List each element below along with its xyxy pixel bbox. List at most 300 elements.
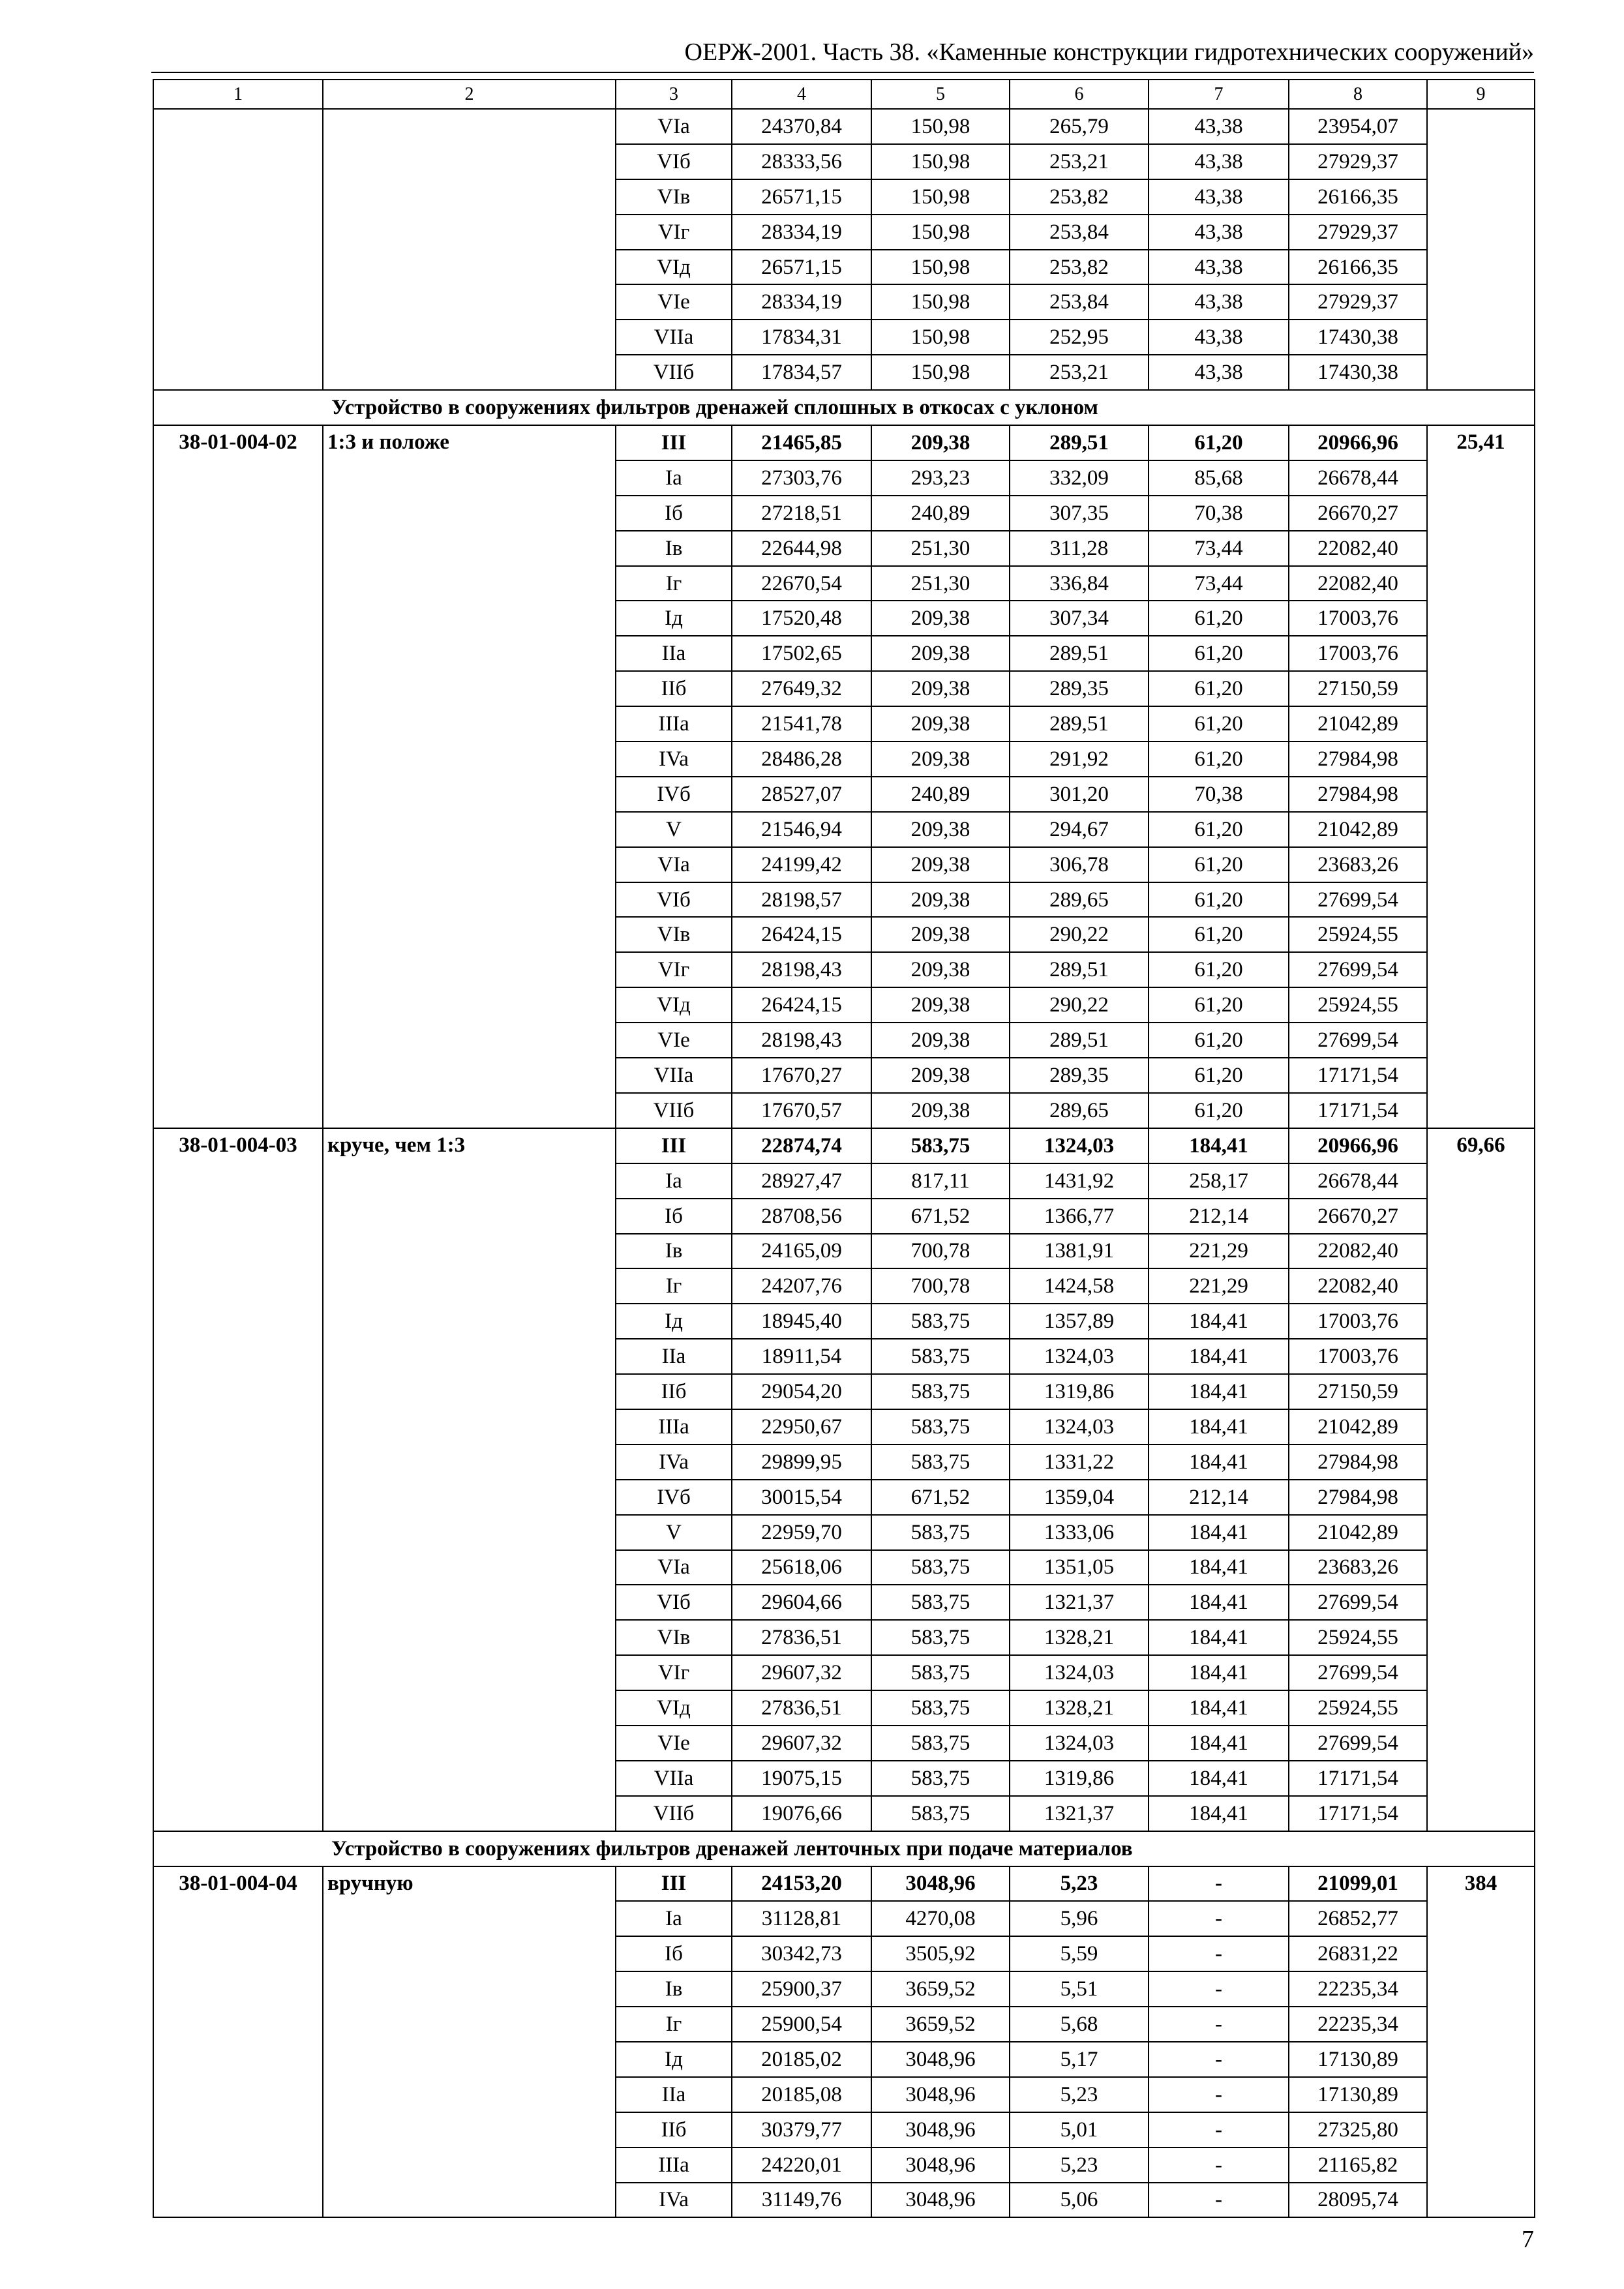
description-cell: 1:3 и положе [323,425,616,1128]
table-cell: 1381,91 [1010,1234,1149,1269]
code-cell: 38-01-004-04 [153,1866,323,2218]
table-cell: Ia [616,1163,732,1199]
table-cell: 73,44 [1149,531,1289,566]
table-cell: 5,23 [1010,2147,1149,2183]
table-cell: 184,41 [1149,1339,1289,1374]
table-cell: 28198,57 [732,882,871,918]
table-cell: 1351,05 [1010,1550,1149,1585]
table-cell: 1424,58 [1010,1268,1149,1304]
table-cell: - [1149,2077,1289,2112]
table-cell: 17003,76 [1289,601,1427,636]
table-cell: 21165,82 [1289,2147,1427,2183]
table-cell: VIд [616,1690,732,1726]
table-cell: V [616,1515,732,1550]
table-cell: 43,38 [1149,109,1289,144]
table-cell: 5,96 [1010,1901,1149,1936]
table-cell: 27150,59 [1289,1374,1427,1409]
table-cell: 5,17 [1010,2042,1149,2077]
table-cell: IIб [616,1374,732,1409]
column-number-cell: 3 [616,80,732,109]
table-cell: 700,78 [871,1234,1010,1269]
table-cell: 209,38 [871,952,1010,987]
table-cell: 43,38 [1149,144,1289,179]
table-cell: 85,68 [1149,460,1289,496]
table-cell: 209,38 [871,1023,1010,1058]
table-cell: 27929,37 [1289,144,1427,179]
table-cell: 27984,98 [1289,777,1427,812]
description-cell: вручную [323,1866,616,2218]
table-cell: 184,41 [1149,1515,1289,1550]
table-cell: 27649,32 [732,671,871,706]
table-cell: 253,82 [1010,250,1149,285]
column-number-cell: 9 [1427,80,1535,109]
table-cell: 43,38 [1149,250,1289,285]
table-cell: 184,41 [1149,1374,1289,1409]
table-cell: 27699,54 [1289,1726,1427,1761]
table-cell: 184,41 [1149,1655,1289,1690]
table-cell: 25924,55 [1289,1620,1427,1655]
table-cell: 30015,54 [732,1480,871,1515]
table-cell: Iг [616,566,732,601]
table-cell: 27303,76 [732,460,871,496]
table-cell: IIIa [616,1409,732,1444]
table-cell: 209,38 [871,601,1010,636]
table-cell: 1324,03 [1010,1339,1149,1374]
table-cell: 583,75 [871,1515,1010,1550]
table-cell: Iд [616,1304,732,1339]
table-cell: 17171,54 [1289,1761,1427,1796]
table-cell: 150,98 [871,355,1010,390]
table-cell: Iб [616,496,732,531]
table-cell: - [1149,1901,1289,1936]
table-cell: 70,38 [1149,777,1289,812]
table-cell: Iв [616,1971,732,2007]
table-cell: 3048,96 [871,2042,1010,2077]
table-cell: 61,20 [1149,425,1289,460]
table-cell: 1357,89 [1010,1304,1149,1339]
table-cell: 31149,76 [732,2183,871,2218]
table-cell: IVб [616,777,732,812]
table-cell: 25924,55 [1289,1690,1427,1726]
table-cell: 221,29 [1149,1234,1289,1269]
code-cell [153,109,323,390]
table-cell: 22959,70 [732,1515,871,1550]
table-cell: 209,38 [871,1093,1010,1128]
table-cell: 24153,20 [732,1866,871,1902]
table-cell: 184,41 [1149,1409,1289,1444]
table-cell: 332,09 [1010,460,1149,496]
table-cell: 289,35 [1010,671,1149,706]
table-cell: 184,41 [1149,1550,1289,1585]
table-cell: 3048,96 [871,2183,1010,2218]
table-cell: Iд [616,2042,732,2077]
table-cell: VIe [616,284,732,320]
table-cell: - [1149,2112,1289,2147]
table-cell: VIд [616,250,732,285]
table-cell: - [1149,1866,1289,1902]
table-cell: 22950,67 [732,1409,871,1444]
col9-cell: 384 [1427,1866,1535,2218]
table-cell: 61,20 [1149,812,1289,847]
table-cell: VIд [616,987,732,1023]
table-cell: 583,75 [871,1796,1010,1831]
table-cell: 70,38 [1149,496,1289,531]
table-cell: 30342,73 [732,1936,871,1971]
table-cell: IIa [616,1339,732,1374]
table-cell: 28333,56 [732,144,871,179]
table-cell: 31128,81 [732,1901,871,1936]
table-cell: 1324,03 [1010,1409,1149,1444]
table-cell: 184,41 [1149,1690,1289,1726]
table-cell: 26166,35 [1289,250,1427,285]
table-cell: IIa [616,2077,732,2112]
table-cell: 26571,15 [732,250,871,285]
table-cell: 17670,57 [732,1093,871,1128]
table-cell: 583,75 [871,1761,1010,1796]
table-cell: Iв [616,531,732,566]
table-cell: - [1149,1971,1289,2007]
table-cell: 29604,66 [732,1585,871,1620]
table-cell: 43,38 [1149,320,1289,355]
table-cell: 25618,06 [732,1550,871,1585]
table-cell: 28198,43 [732,1023,871,1058]
table-cell: 289,35 [1010,1058,1149,1093]
table-cell: 150,98 [871,179,1010,215]
table-cell: 18911,54 [732,1339,871,1374]
table-cell: VIIa [616,320,732,355]
table-cell: 21042,89 [1289,706,1427,741]
table-cell: VIIa [616,1761,732,1796]
table-cell: 307,35 [1010,496,1149,531]
rates-table [153,79,1535,2218]
table-cell: 3048,96 [871,1866,1010,1902]
table-cell: 24220,01 [732,2147,871,2183]
table-cell: 583,75 [871,1690,1010,1726]
table-cell: 17130,89 [1289,2042,1427,2077]
table-cell: 19075,15 [732,1761,871,1796]
table-cell: V [616,812,732,847]
table-cell: VIIб [616,1796,732,1831]
table-cell: 43,38 [1149,355,1289,390]
table-cell: 28486,28 [732,741,871,777]
table-cell: 3048,96 [871,2112,1010,2147]
table-cell: Iб [616,1199,732,1234]
table-cell: 3505,92 [871,1936,1010,1971]
table-cell: 5,59 [1010,1936,1149,1971]
table-cell: 22670,54 [732,566,871,601]
table-row [153,1866,1535,1902]
table-cell: VIIб [616,1093,732,1128]
table-cell: 22235,34 [1289,2007,1427,2042]
table-cell: 25900,54 [732,2007,871,2042]
table-cell: 17834,31 [732,320,871,355]
table-cell: 20185,02 [732,2042,871,2077]
column-number-cell: 4 [732,80,871,109]
page-number: 7 [1522,2226,1534,2253]
column-number-cell: 5 [871,80,1010,109]
table-cell: 21465,85 [732,425,871,460]
table-cell: 29899,95 [732,1444,871,1480]
table-cell: 184,41 [1149,1761,1289,1796]
table-cell: 150,98 [871,320,1010,355]
table-cell: 61,20 [1149,671,1289,706]
table-cell: 17003,76 [1289,636,1427,671]
table-cell: Ia [616,460,732,496]
table-cell: 26831,22 [1289,1936,1427,1971]
table-cell: 150,98 [871,284,1010,320]
table-cell: 583,75 [871,1620,1010,1655]
table-cell: 583,75 [871,1339,1010,1374]
table-cell: 291,92 [1010,741,1149,777]
table-cell: 61,20 [1149,1093,1289,1128]
table-cell: 28198,43 [732,952,871,987]
table-cell: 23954,07 [1289,109,1427,144]
section-row [153,390,1535,425]
table-cell: 252,95 [1010,320,1149,355]
table-cell: 30379,77 [732,2112,871,2147]
table-cell: 26571,15 [732,179,871,215]
table-cell: 61,20 [1149,847,1289,882]
table-cell: VIб [616,1585,732,1620]
table-cell: - [1149,2007,1289,2042]
code-cell: 38-01-004-03 [153,1128,323,1831]
document-header: ОЕРЖ-2001. Часть 38. «Каменные конструкции гидротехнических сооружений» [684,38,1534,66]
table-cell: 212,14 [1149,1199,1289,1234]
table-cell: 24370,84 [732,109,871,144]
table-cell: 671,52 [871,1480,1010,1515]
table-cell: 24199,42 [732,847,871,882]
table-cell: - [1149,2147,1289,2183]
table-cell: 26670,27 [1289,1199,1427,1234]
table-cell: 184,41 [1149,1620,1289,1655]
header-divider [151,72,1534,73]
table-cell: 27699,54 [1289,1655,1427,1690]
table-cell: - [1149,1936,1289,1971]
column-number-row [153,80,1535,109]
table-cell: 209,38 [871,847,1010,882]
table-cell: 28095,74 [1289,2183,1427,2218]
table-cell: 1324,03 [1010,1128,1149,1163]
section-heading: Устройство в сооружениях фильтров дренажей сплошных в откосах с уклоном [153,390,1535,425]
table-cell: 307,34 [1010,601,1149,636]
column-number-cell: 8 [1289,80,1427,109]
column-number-cell: 6 [1010,80,1149,109]
table-cell: VIe [616,1726,732,1761]
table-cell: 17171,54 [1289,1796,1427,1831]
table-cell: 289,51 [1010,1023,1149,1058]
table-cell: 23683,26 [1289,847,1427,882]
table-cell: 20966,96 [1289,425,1427,460]
table-cell: 306,78 [1010,847,1149,882]
table-cell: 184,41 [1149,1444,1289,1480]
table-cell: 20185,08 [732,2077,871,2112]
table-cell: 1359,04 [1010,1480,1149,1515]
table-cell: 212,14 [1149,1480,1289,1515]
table-cell: 17003,76 [1289,1339,1427,1374]
table-cell: 26670,27 [1289,496,1427,531]
table-cell: 18945,40 [732,1304,871,1339]
table-cell: 1319,86 [1010,1374,1149,1409]
table-cell: 17430,38 [1289,320,1427,355]
table-cell: 26424,15 [732,917,871,952]
table-cell: 29054,20 [732,1374,871,1409]
table-cell: 289,51 [1010,425,1149,460]
table-cell: 27150,59 [1289,671,1427,706]
table-cell: 209,38 [871,882,1010,918]
table-cell: 26166,35 [1289,179,1427,215]
table-cell: IVa [616,741,732,777]
table-cell: 28527,07 [732,777,871,812]
table-cell: 26852,77 [1289,1901,1427,1936]
col9-cell: 25,41 [1427,425,1535,1128]
table-cell: 25900,37 [732,1971,871,2007]
table-cell: 1319,86 [1010,1761,1149,1796]
table-cell: 29607,32 [732,1655,871,1690]
table-cell: IVa [616,1444,732,1480]
table-row [153,425,1535,460]
table-cell: VIIб [616,355,732,390]
table-cell: 61,20 [1149,917,1289,952]
table-cell: 184,41 [1149,1128,1289,1163]
table-cell: - [1149,2042,1289,2077]
table-cell: 27836,51 [732,1620,871,1655]
table-cell: 251,30 [871,566,1010,601]
table-cell: 61,20 [1149,987,1289,1023]
table-cell: 5,23 [1010,1866,1149,1902]
table-cell: 22235,34 [1289,1971,1427,2007]
table-cell: 29607,32 [732,1726,871,1761]
table-cell: 22874,74 [732,1128,871,1163]
table-cell: 583,75 [871,1726,1010,1761]
table-cell: 209,38 [871,1058,1010,1093]
table-cell: 22082,40 [1289,531,1427,566]
table-cell: 25924,55 [1289,987,1427,1023]
table-cell: 17502,65 [732,636,871,671]
table-cell: 1333,06 [1010,1515,1149,1550]
table-cell: 1321,37 [1010,1796,1149,1831]
section-row [153,1831,1535,1866]
table-cell: 28927,47 [732,1163,871,1199]
column-number-cell: 2 [323,80,616,109]
table-cell: 289,51 [1010,706,1149,741]
table-cell: 700,78 [871,1268,1010,1304]
table-cell: 26424,15 [732,987,871,1023]
table-cell: 251,30 [871,531,1010,566]
table-cell: 3659,52 [871,2007,1010,2042]
table-body [153,80,1535,2217]
table-cell: 26678,44 [1289,460,1427,496]
table-cell: 221,29 [1149,1268,1289,1304]
table-cell: VIб [616,144,732,179]
table-cell: 290,22 [1010,917,1149,952]
table-cell: 5,68 [1010,2007,1149,2042]
table-cell: 27699,54 [1289,952,1427,987]
table-cell: 5,51 [1010,1971,1149,2007]
table-cell: 289,51 [1010,636,1149,671]
table-cell: 583,75 [871,1550,1010,1585]
table-cell: 290,22 [1010,987,1149,1023]
table-cell: 3659,52 [871,1971,1010,2007]
table-cell: 26678,44 [1289,1163,1427,1199]
table-cell: 43,38 [1149,284,1289,320]
table-cell: Ia [616,1901,732,1936]
table-cell: 27699,54 [1289,1585,1427,1620]
table-cell: 17430,38 [1289,355,1427,390]
table-cell: 583,75 [871,1374,1010,1409]
table-cell: 27984,98 [1289,741,1427,777]
table-row [153,109,1535,144]
table-cell: IVa [616,2183,732,2218]
table-cell: 311,28 [1010,531,1149,566]
table-cell: IIIa [616,2147,732,2183]
table-cell: 28708,56 [732,1199,871,1234]
table-cell: Iв [616,1234,732,1269]
table-cell: 17003,76 [1289,1304,1427,1339]
table-cell: 253,21 [1010,355,1149,390]
table-cell: 583,75 [871,1304,1010,1339]
table-cell: 209,38 [871,671,1010,706]
table-cell: 17670,27 [732,1058,871,1093]
table-cell: 289,65 [1010,1093,1149,1128]
table-cell: 17834,57 [732,355,871,390]
table-cell: 3048,96 [871,2147,1010,2183]
table-cell: 17130,89 [1289,2077,1427,2112]
table-cell: 583,75 [871,1655,1010,1690]
table-cell: VIг [616,952,732,987]
table-cell: 27325,80 [1289,2112,1427,2147]
table-cell: 1324,03 [1010,1726,1149,1761]
table-cell: IVб [616,1480,732,1515]
table-cell: IIб [616,671,732,706]
description-cell: круче, чем 1:3 [323,1128,616,1831]
table-cell: VIв [616,179,732,215]
table-cell: 17520,48 [732,601,871,636]
table-cell: 209,38 [871,917,1010,952]
col9-cell [1427,109,1535,390]
table-cell: 27699,54 [1289,1023,1427,1058]
table-cell: 20966,96 [1289,1128,1427,1163]
table-cell: 184,41 [1149,1796,1289,1831]
table-cell: 22644,98 [732,531,871,566]
table-cell: 253,21 [1010,144,1149,179]
table-cell: VIг [616,1655,732,1690]
table-cell: 61,20 [1149,741,1289,777]
table-cell: VIг [616,215,732,250]
table-cell: 27984,98 [1289,1444,1427,1480]
table-cell: 301,20 [1010,777,1149,812]
table-cell: VIe [616,1023,732,1058]
table-cell: 27984,98 [1289,1480,1427,1515]
table-cell: III [616,1866,732,1902]
table-cell: VIa [616,109,732,144]
table-cell: 19076,66 [732,1796,871,1831]
table-cell: 27218,51 [732,496,871,531]
table-cell: 289,51 [1010,952,1149,987]
table-cell: Iг [616,1268,732,1304]
table-cell: 265,79 [1010,109,1149,144]
table-cell: 209,38 [871,987,1010,1023]
table-cell: 1321,37 [1010,1585,1149,1620]
table-cell: 24207,76 [732,1268,871,1304]
section-heading: Устройство в сооружениях фильтров дренажей ленточных при подаче материалов [153,1831,1535,1866]
table-cell: 61,20 [1149,1023,1289,1058]
table-cell: 1331,22 [1010,1444,1149,1480]
table-cell: 184,41 [1149,1585,1289,1620]
table-cell: Iд [616,601,732,636]
table-cell: Iг [616,2007,732,2042]
table-cell: 28334,19 [732,215,871,250]
table-cell: 61,20 [1149,601,1289,636]
